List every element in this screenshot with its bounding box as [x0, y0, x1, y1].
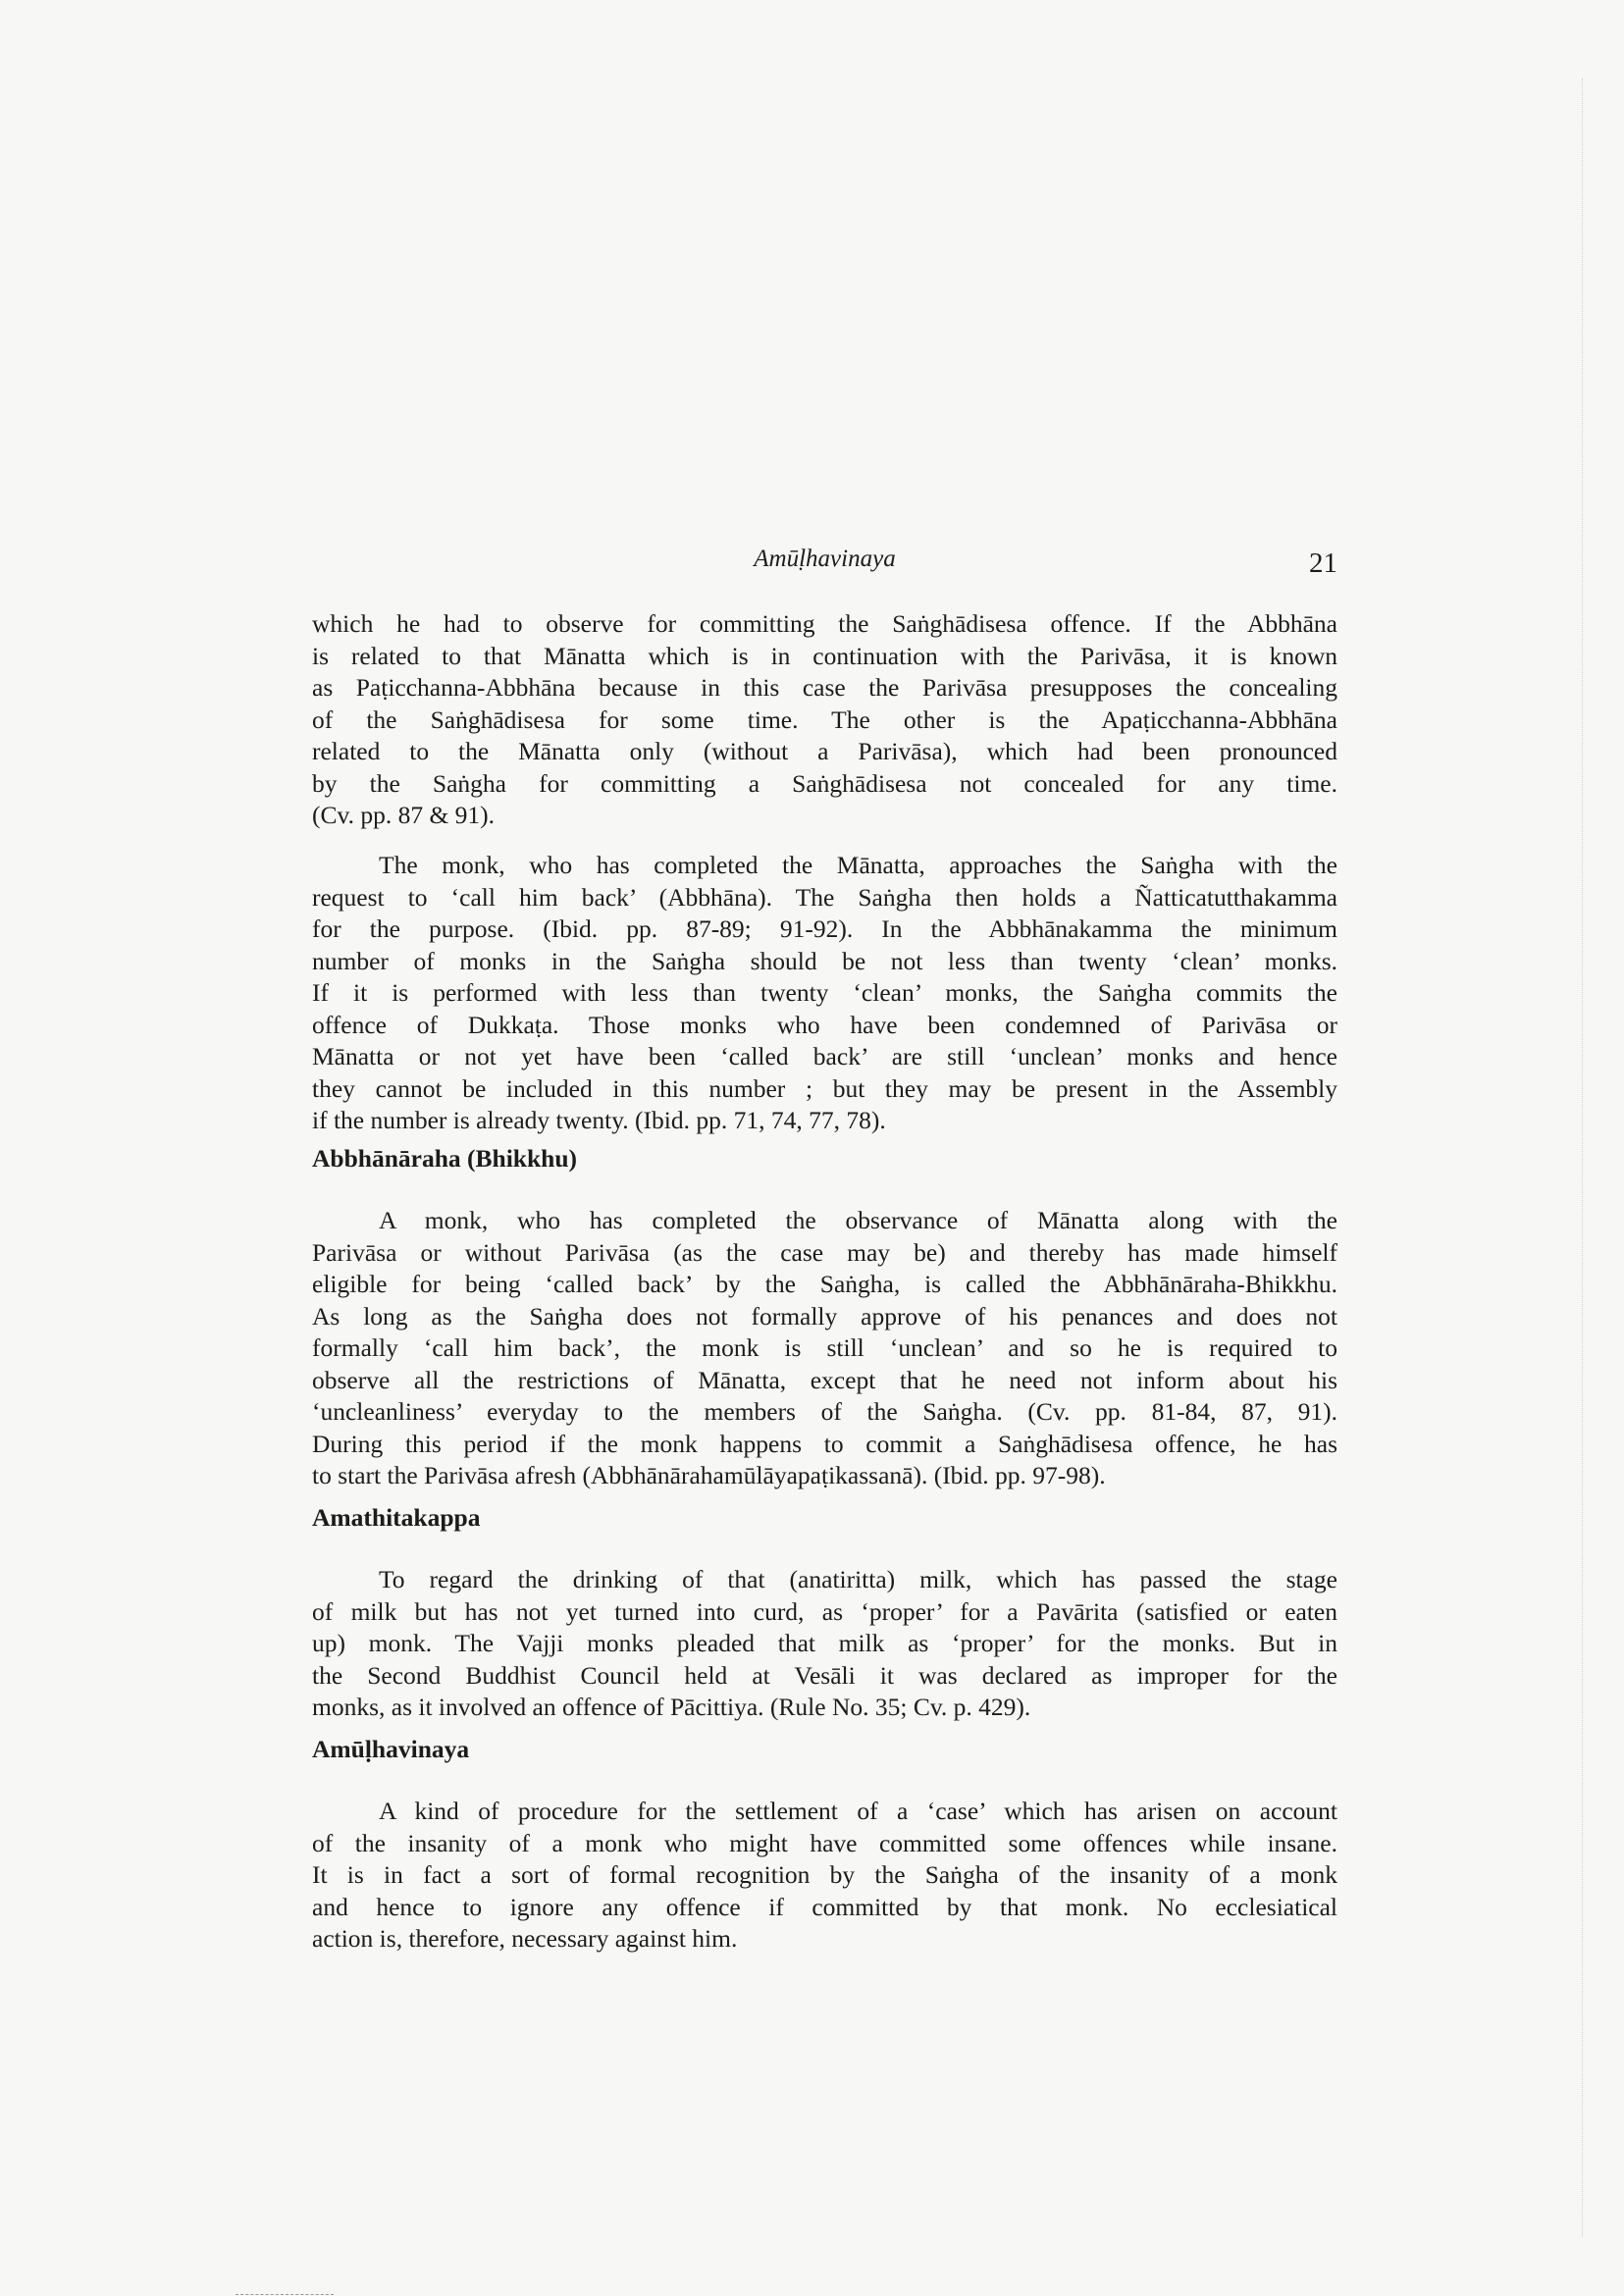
- entry-heading-amulhavinaya: Amūḷhavinaya: [312, 1735, 470, 1763]
- text-line: eligible for being ‘called back’ by the Saṅgha, is called the Abbhānāraha-Bhikkhu.: [312, 1270, 1337, 1298]
- text-line: ‘uncleanliness’ everyday to the members of the Saṅgha. (Cv. pp. 81-84, 87, 91).: [312, 1397, 1337, 1426]
- text-line: action is, therefore, necessary against him.: [312, 1924, 738, 1953]
- text-line: as Paṭicchanna-Abbhāna because in this case the Parivāsa presupposes the concealing: [312, 673, 1337, 702]
- paragraph-monk-completed-manatta: [312, 850, 1337, 1137]
- text-line: To regard the drinking of that (anatiritta) milk, which has passed the stage: [379, 1565, 1337, 1593]
- text-line: formally ‘call him back’, the monk is still ‘unclean’ and so he is required to: [312, 1333, 1337, 1362]
- text-line: for the purpose. (Ibid. pp. 87-89; 91-92). In the Abbhānakamma the minimum: [312, 914, 1337, 943]
- text-line: if the number is already twenty. (Ibid. pp. 71, 74, 77, 78).: [312, 1106, 886, 1134]
- text-line: A kind of procedure for the settlement of a ‘case’ which has arisen on account: [379, 1797, 1337, 1825]
- running-title: Amūḷhavinaya: [754, 546, 896, 572]
- text-line: and hence to ignore any offence if committed by that monk. No ecclesiatical: [312, 1892, 1337, 1921]
- text-line: related to the Mānatta only (without a Parivāsa), which had been pronounced: [312, 737, 1337, 765]
- paragraph-amulhavinaya: [312, 1796, 1337, 1956]
- text-line: (Cv. pp. 87 & 91).: [312, 801, 496, 829]
- text-line: If it is performed with less than twenty ‘clean’ monks, the Saṅgha commits the: [312, 978, 1337, 1007]
- paragraph-amathitakappa: [312, 1564, 1337, 1724]
- text-line: The monk, who has completed the Mānatta, approaches the Saṅgha with the: [379, 851, 1337, 879]
- text-line: by the Saṅgha for committing a Saṅghādisesa not concealed for any time.: [312, 768, 1337, 798]
- page-number: 21: [1309, 548, 1337, 579]
- page-header: [312, 546, 1337, 585]
- text-line: they cannot be included in this number ; but they may be present in the Assembly: [312, 1073, 1337, 1103]
- text-line: of the Saṅghādisesa for some time. The other is the Apaṭicchanna-Abbhāna: [312, 704, 1337, 734]
- entry-heading-abbhanaraha: Abbhānāraha (Bhikkhu): [312, 1144, 578, 1173]
- entry-heading-amathitakappa: Amathitakappa: [312, 1503, 481, 1532]
- scan-margin-artifact: [1582, 78, 1585, 2237]
- text-line: Mānatta or not yet have been ‘called back’ are still ‘unclean’ monks and hence: [312, 1042, 1337, 1070]
- text-line: During this period if the monk happens to commit a Saṅghādisesa offence, he has: [312, 1429, 1337, 1458]
- text-line: of milk but has not yet turned into curd, as ‘proper’ for a Pavārita (satisfied or eaten: [312, 1596, 1337, 1626]
- text-line: It is in fact a sort of formal recognition by the Saṅgha of the insanity of a monk: [312, 1860, 1337, 1889]
- text-line: up) monk. The Vajji monks pleaded that milk as ‘proper’ for the monks. But in: [312, 1629, 1337, 1657]
- text-line: number of monks in the Saṅgha should be not less than twenty ‘clean’ monks.: [312, 946, 1337, 975]
- text-line: Parivāsa or without Parivāsa (as the case may be) and thereby has made himself: [312, 1237, 1337, 1267]
- text-line: of the insanity of a monk who might have committed some offences while insane.: [312, 1828, 1337, 1857]
- text-line: request to ‘call him back’ (Abbhāna). The Saṅgha then holds a Ñatticatutthakamma: [312, 882, 1337, 912]
- paragraph-abbhana-continued: [312, 608, 1337, 832]
- footer-rule: [236, 2294, 334, 2295]
- text-line: A monk, who has completed the observance of Mānatta along with the: [379, 1206, 1337, 1234]
- text-line: to start the Parivāsa afresh (Abbhānārahamūlāyapaṭikassanā). (Ibid. pp. 97-98).: [312, 1461, 1106, 1489]
- text-line: is related to that Mānatta which is in continuation with the Parivāsa, it is known: [312, 641, 1337, 670]
- text-line: As long as the Saṅgha does not formally approve of his penances and does not: [312, 1301, 1337, 1331]
- text-line: observe all the restrictions of Mānatta, except that he need not inform about his: [312, 1365, 1337, 1394]
- text-line: which he had to observe for committing the Saṅghādisesa offence. If the Abbhāna: [312, 609, 1337, 638]
- text-line: offence of Dukkaṭa. Those monks who have been condemned of Parivāsa or: [312, 1010, 1337, 1039]
- text-line: the Second Buddhist Council held at Vesāli it was declared as improper for the: [312, 1660, 1337, 1690]
- text-line: monks, as it involved an offence of Pācittiya. (Rule No. 35; Cv. p. 429).: [312, 1693, 1031, 1721]
- paragraph-abbhanaraha: [312, 1205, 1337, 1492]
